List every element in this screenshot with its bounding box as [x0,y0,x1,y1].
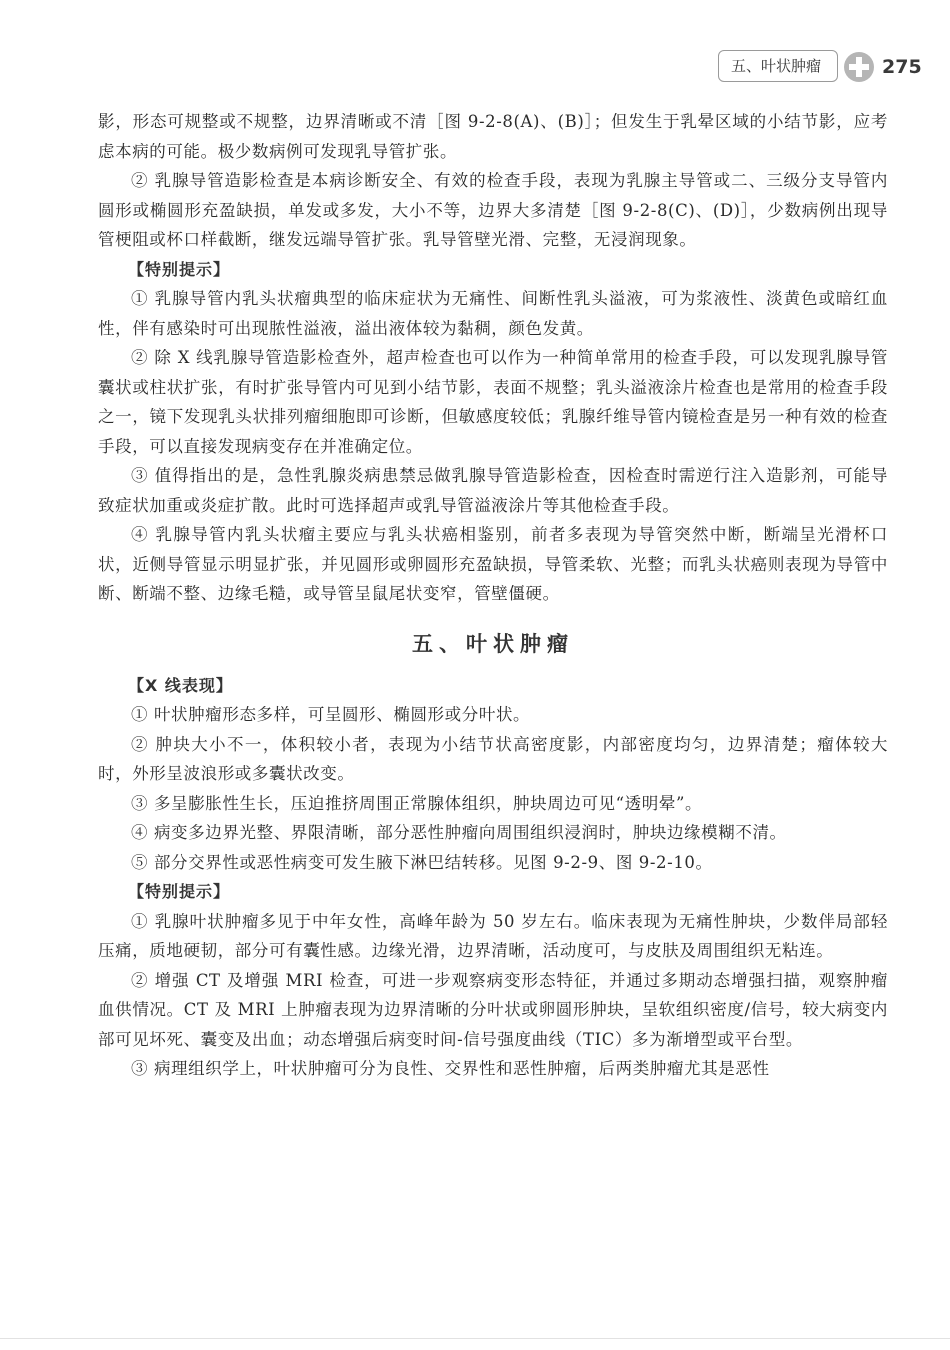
page-number: 275 [882,56,922,78]
xray-item: ⑤ 部分交界性或恶性病变可发生腋下淋巴结转移。见图 9-2-9、图 9-2-10。 [131,852,713,872]
paragraph: 影，形态可规整或不规整，边界清晰或不清［图 9-2-8(A)、(B)］；但发生于乳晕区域的小结节影，应考虑本病的可能。极少数病例可发现乳导管扩张。 [98,112,888,161]
tip-paragraph: ③ 值得指出的是，急性乳腺炎病患禁忌做乳腺导管造影检查，因检查时需逆行注入造影剂，可能导致症状加重或炎症扩散。此时可选择超声或乳导管溢液涂片等其他检查手段。 [98,466,888,515]
header-section-label: 五、叶状肿瘤 [718,50,838,82]
xray-item: ① 叶状肿瘤形态多样，可呈圆形、椭圆形或分叶状。 [131,705,531,724]
page-body [98,107,888,1084]
special-tips-heading: 【特别提示】 [128,259,231,279]
xray-heading: 【X 线表现】 [128,675,233,695]
xray-item: ② 肿块大小不一，体积较小者，表现为小结节状高密度影，内部密度均匀，边界清楚；瘤体较大时，外形呈波浪形或多囊状改变。 [98,734,888,783]
special-tips-heading: 【特别提示】 [128,882,231,901]
tip-paragraph: ④ 乳腺导管内乳头状瘤主要应与乳头状癌相鉴别，前者多表现为导管突然中断，断端呈光滑杯口状，近侧导管显示明显扩张，并见圆形或卵圆形充盈缺损，导管柔软、光整；而乳头状癌则表现为导管中断、断端不整、边缘毛糙，或导管呈鼠尾状变窄，管壁僵硬。 [98,525,888,603]
tip-paragraph: ① 乳腺导管内乳头状瘤典型的临床症状为无痛性、间断性乳头溢液，可为浆液性、淡黄色或暗红血性，伴有感染时可出现脓性溢液，溢出液体较为黏稠，颜色发黄。 [98,289,888,338]
xray-item: ③ 多呈膨胀性生长，压迫推挤周围正常腺体组织，肿块周边可见“透明晕”。 [131,793,703,813]
xray-item: ④ 病变多边界光整、界限清晰，部分恶性肿瘤向周围组织浸润时，肿块边缘模糊不清。 [131,823,787,842]
page-bottom-edge [0,1338,950,1339]
tip-paragraph: ③ 病理组织学上，叶状肿瘤可分为良性、交界性和恶性肿瘤，后两类肿瘤尤其是恶性 [131,1059,770,1078]
running-header [718,50,928,84]
tip-paragraph: ② 除 X 线乳腺导管造影检查外，超声检查也可以作为一种简单常用的检查手段，可以发现乳腺导管囊状或柱状扩张，有时扩张导管内可见到小结节影，表面不规整；乳头溢液涂片检查也是常用的检查手段之一，镜下发现乳头状排列瘤细胞即可诊断，但敏感度较低；乳腺纤维导管内镜检查是另一种有效的检查手段，可以直接发现病变存在并准确定位。 [98,348,888,456]
plus-icon [844,52,874,82]
paragraph: ② 乳腺导管造影检查是本病诊断安全、有效的检查手段，表现为乳腺主导管或二、三级分支导管内圆形或椭圆形充盈缺损，单发或多发，大小不等，边界大多清楚［图 9-2-8(C)、(D)］，少数病例出现导管梗阻或杯口样截断，继发远端导管扩张。乳导管壁光滑、完整，无浸润现象。 [98,171,888,249]
tip-paragraph: ② 增强 CT 及增强 MRI 检查，可进一步观察病变形态特征，并通过多期动态增强扫描，观察肿瘤血供情况。CT 及 MRI 上肿瘤表现为边界清晰的分叶状或卵圆形肿块，呈软组织密度/信号，较大病变内部可见坏死、囊变及出血；动态增强后病变时间-信号强度曲线（TIC）多为渐增型或平台型。 [98,970,888,1049]
section-title: 五、叶状肿瘤 [412,631,574,656]
tip-paragraph: ① 乳腺叶状肿瘤多见于中年女性，高峰年龄为 50 岁左右。临床表现为无痛性肿块，少数伴局部轻压痛，质地硬韧，部分可有囊性感。边缘光滑，边界清晰，活动度可，与皮肤及周围组织无粘连。 [98,911,888,960]
